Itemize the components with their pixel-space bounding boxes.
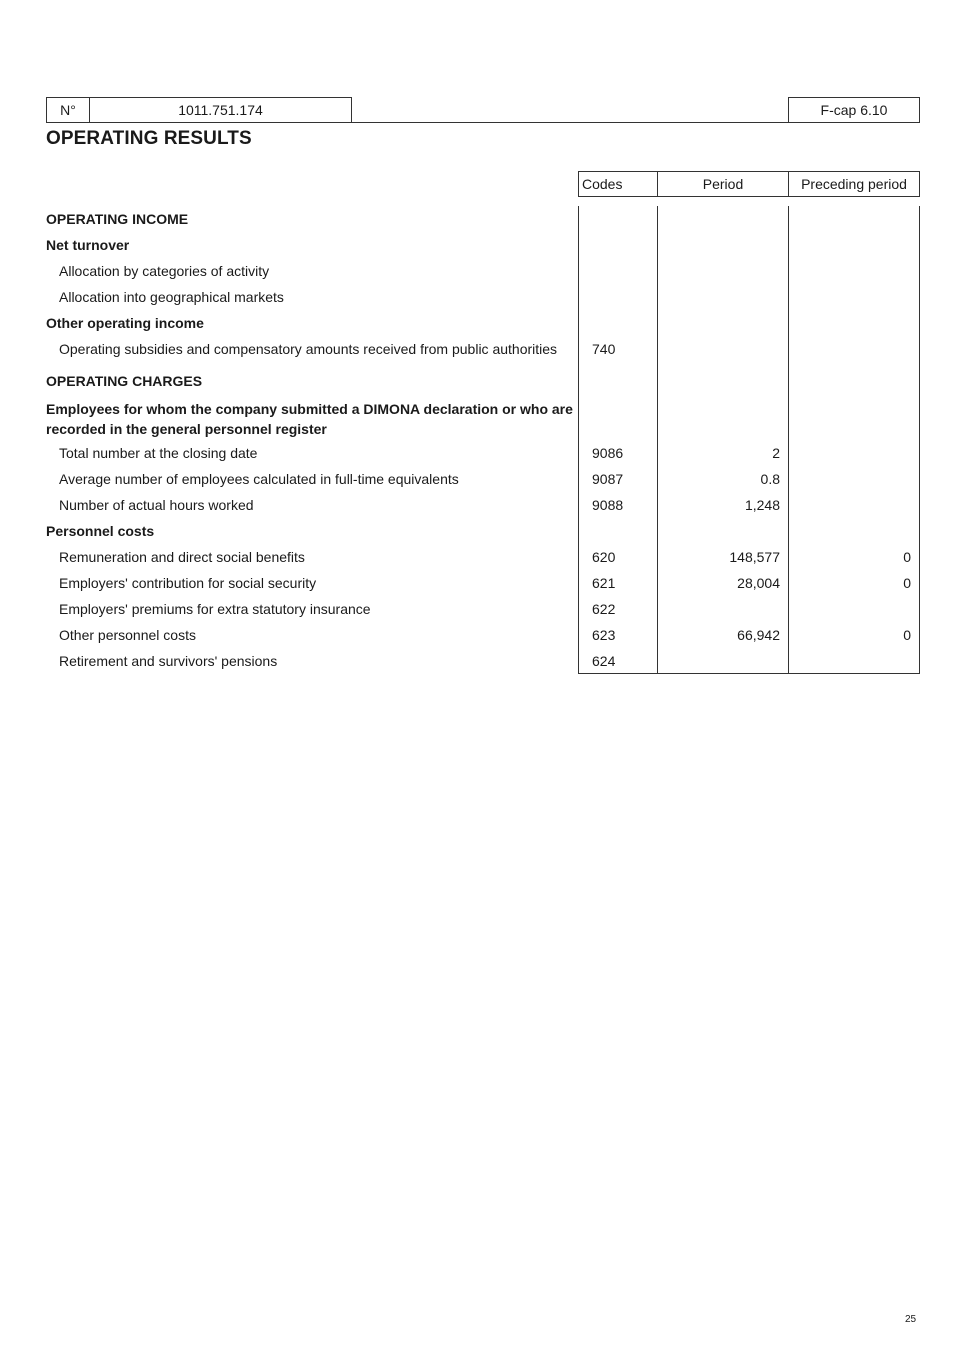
values-grid [578, 206, 920, 674]
row-code: 624 [592, 653, 616, 669]
row-period-value: 148,577 [729, 549, 780, 565]
row-code: 620 [592, 549, 616, 565]
row-preceding-value: 0 [903, 575, 911, 591]
grid-divider [788, 206, 789, 674]
row-code: 623 [592, 627, 616, 643]
column-header-codes: Codes [578, 171, 658, 197]
row-code: 621 [592, 575, 616, 591]
row-preceding-value: 0 [903, 549, 911, 565]
row-period-value: 2 [772, 445, 780, 461]
row-period-value: 1,248 [744, 497, 780, 513]
grid-divider [657, 206, 658, 674]
row-code: 622 [592, 601, 616, 617]
number-label: N° [46, 97, 90, 123]
row-period-value: 66,942 [737, 627, 780, 643]
row-preceding-value: 0 [903, 627, 911, 643]
page-title: OPERATING RESULTS [46, 128, 252, 149]
form-code: F-cap 6.10 [788, 97, 920, 123]
row-code: 9087 [592, 471, 624, 487]
header-rule [351, 122, 789, 123]
company-number: 1011.751.174 [89, 97, 352, 123]
row-period-value: 28,004 [737, 575, 780, 591]
row-code: 9086 [592, 445, 624, 461]
row-code: 9088 [592, 497, 624, 513]
column-header-period: Period [657, 171, 789, 197]
row-code: 740 [592, 341, 616, 357]
row-period-value: 0.8 [760, 471, 780, 487]
page-number: 25 [905, 1314, 917, 1325]
column-header-preceding-period: Preceding period [788, 171, 920, 197]
